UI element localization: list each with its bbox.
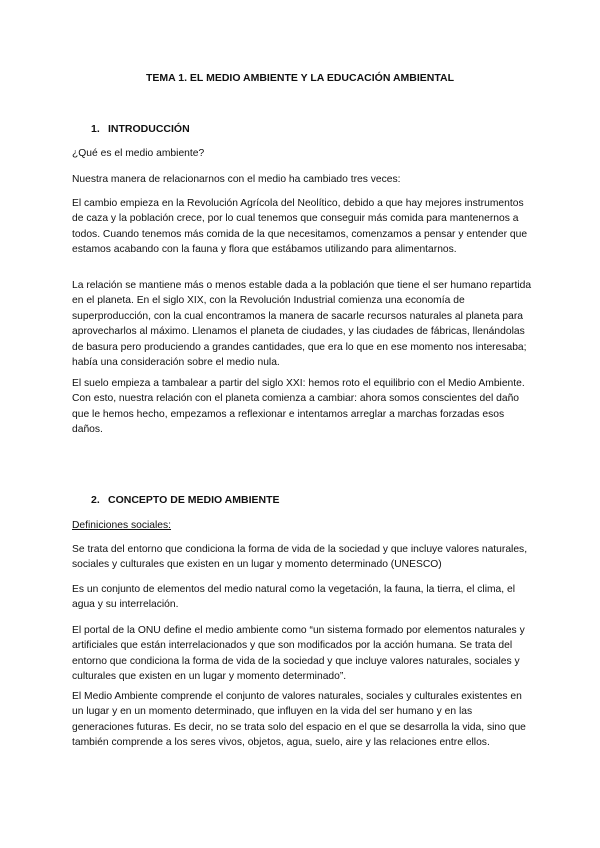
section-title: INTRODUCCIÓN (108, 123, 190, 135)
paragraph: Se trata del entorno que condiciona la forma de vida de la sociedad y que incluye valores naturales, sociales y culturales que existen en un lugar y momento determinado (UNESCO) (72, 544, 528, 571)
paragraph: El cambio empieza en la Revolución Agrícola del Neolítico, debido a que hay mejores instrumentos de caza y la población crece, por lo cual tenemos que conseguir más comida para mantenernos a todos. Cuando tenemos más comida de la que necesitamos, comenzamos a pensar y entender que estamos acabando con la fauna y flora que estábamos utilizando para alimentarnos. (72, 198, 528, 256)
section-number: 1. (91, 123, 100, 135)
section-number: 2. (91, 494, 100, 506)
paragraph: Es un conjunto de elementos del medio natural como la vegetación, la fauna, la tierra, el clima, el agua y su interrelación. (72, 584, 516, 611)
section-heading-concepto (91, 494, 280, 506)
paragraph: El suelo empieza a tambalear a partir del siglo XXI: hemos roto el equilibrio con el Medio Ambiente. Con esto, nuestra relación con el planeta comienza a cambiar: ahora somos conscientes del daño que le hemos hecho, empezamos a reflexionar e intentamos arreglar a marchas forzadas esos daños. (72, 378, 525, 436)
section-title: CONCEPTO DE MEDIO AMBIENTE (108, 494, 280, 506)
section-heading-introduccion (91, 123, 190, 135)
paragraph: ¿Qué es el medio ambiente? (72, 148, 205, 159)
document-title: TEMA 1. EL MEDIO AMBIENTE Y LA EDUCACIÓN AMBIENTAL (145, 72, 454, 84)
paragraph: El portal de la ONU define el medio ambiente como “un sistema formado por elementos naturales y artificiales que están interrelacionados y que son modificados por la acción humana. Se trata del entorno que condiciona la forma de vida de la sociedad y que incluye valores naturales, sociales y culturales que existen en un lugar y momento determinado”. (72, 625, 525, 683)
paragraph: El Medio Ambiente comprende el conjunto de valores naturales, sociales y culturales existentes en un lugar y en un momento determinado, que influyen en la vida del ser humano y en las generaciones futuras. Es decir, no se trata solo del espacio en el que se desarrolla la vida, sino que también comprende a los seres vivos, objetos, agua, suelo, aire y las relaciones entre ellos. (72, 691, 526, 749)
paragraph: Nuestra manera de relacionarnos con el medio ha cambiado tres veces: (72, 174, 401, 185)
paragraph: La relación se mantiene más o menos estable dada a la población que tiene el ser humano repartida en el planeta. En el siglo XIX, con la Revolución Industrial comienza una economía de superproducción, con la cual encontramos la manera de sacarle recursos naturales al planeta para aprovecharlos al máximo. Llenamos el planeta de ciudades, y las ciudades de fábricas, llenándolas de basura pero produciendo a grandes cantidades, que era lo que en ese momento nos interesaba; había una consideración sobre el medio nula. (72, 280, 532, 369)
subheading-definiciones: Definiciones sociales: (72, 520, 172, 531)
